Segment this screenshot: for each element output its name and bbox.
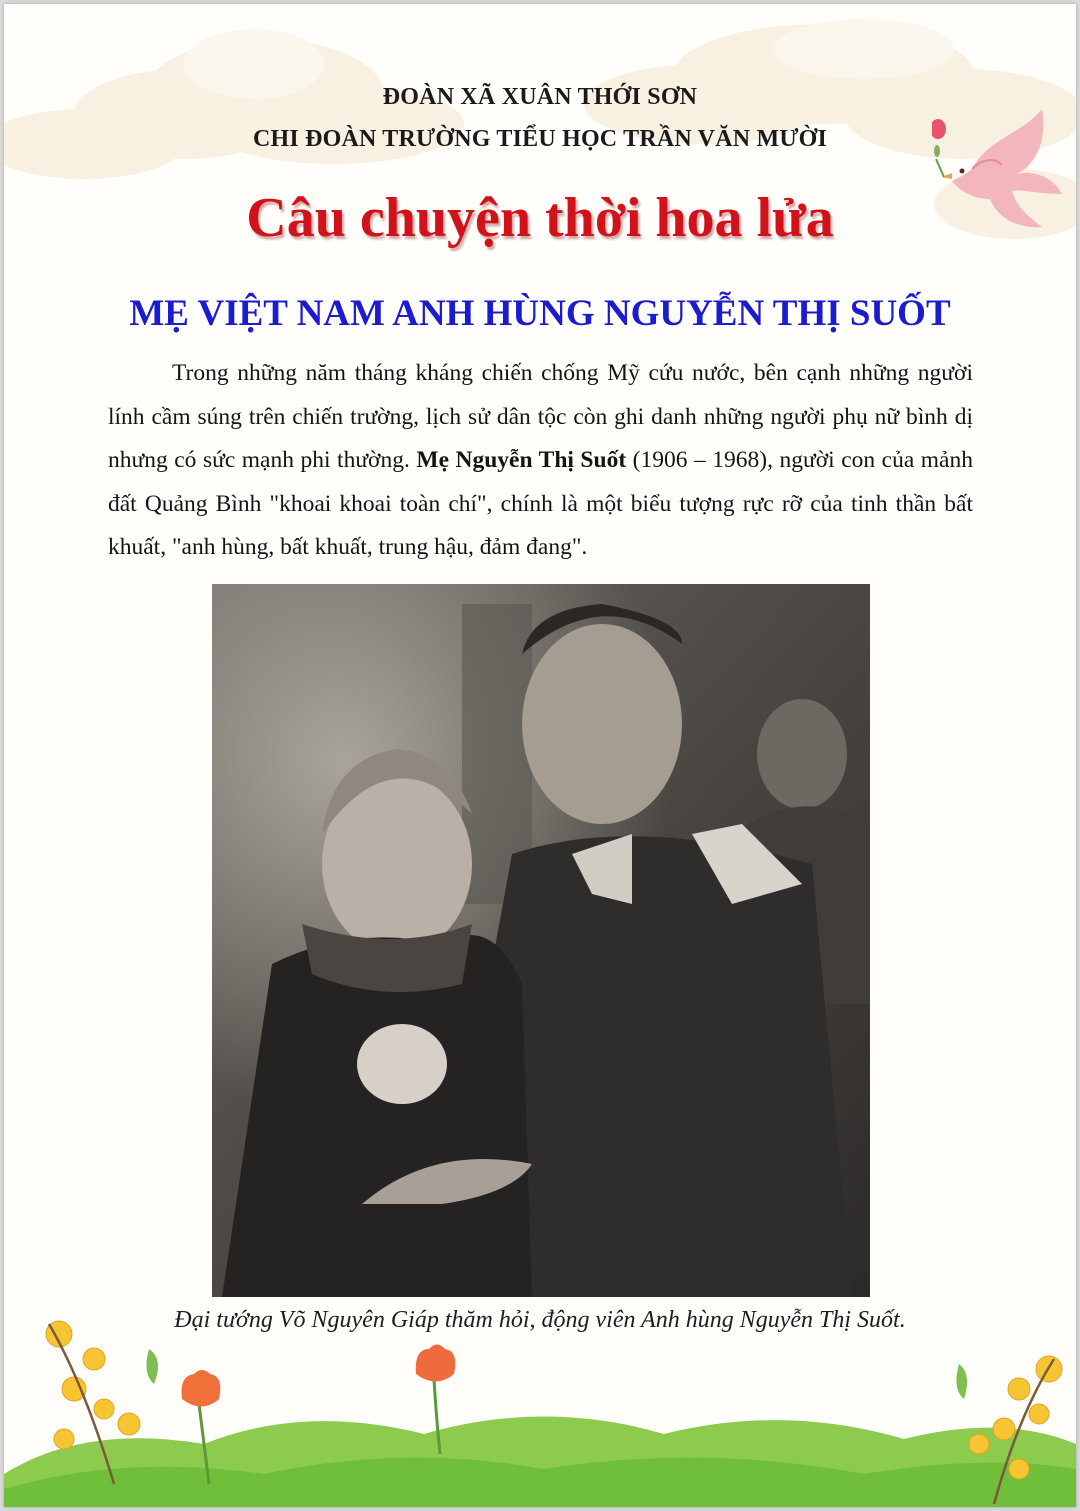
school-name: CHI ĐOÀN TRƯỜNG TIỂU HỌC TRẦN VĂN MƯỜI [252, 126, 828, 152]
document-page [4, 4, 1076, 1507]
photo-image [212, 584, 870, 1297]
grass-hill-decoration [4, 1304, 1076, 1507]
organization-name: ĐOÀN XÃ XUÂN THỚI SƠN [382, 84, 698, 110]
article-subtitle: MẸ VIỆT NAM ANH HÙNG NGUYỄN THỊ SUỐT [129, 293, 951, 334]
photo-caption: Đại tướng Võ Nguyên Giáp thăm hỏi, động viên Anh hùng Nguyễn Thị Suốt. [174, 1307, 906, 1333]
paragraph-text-part1: Trong những năm tháng kháng chiến chống Mỹ cứu nước, bên cạnh những người lính cầm súng trên chiến trường, lịch sử dân tộc còn ghi danh những người phụ nữ bình dị nhưng có sức mạnh phi thường. [108, 360, 973, 473]
intro-paragraph [108, 352, 973, 570]
page-title: Câu chuyện thời hoa lửa [246, 187, 834, 249]
historical-photo [212, 584, 870, 1297]
paragraph-bold-name: Mẹ Nguyễn Thị Suốt [416, 447, 627, 473]
paragraph-text-part2: (1906 – 1968), người con của mảnh đất Quảng Bình "khoai khoai toàn chí", chính là một biểu tượng rực rỡ của tinh thần bất khuất, "anh hùng, bất khuất, trung hậu, đảm đang". [108, 447, 973, 560]
